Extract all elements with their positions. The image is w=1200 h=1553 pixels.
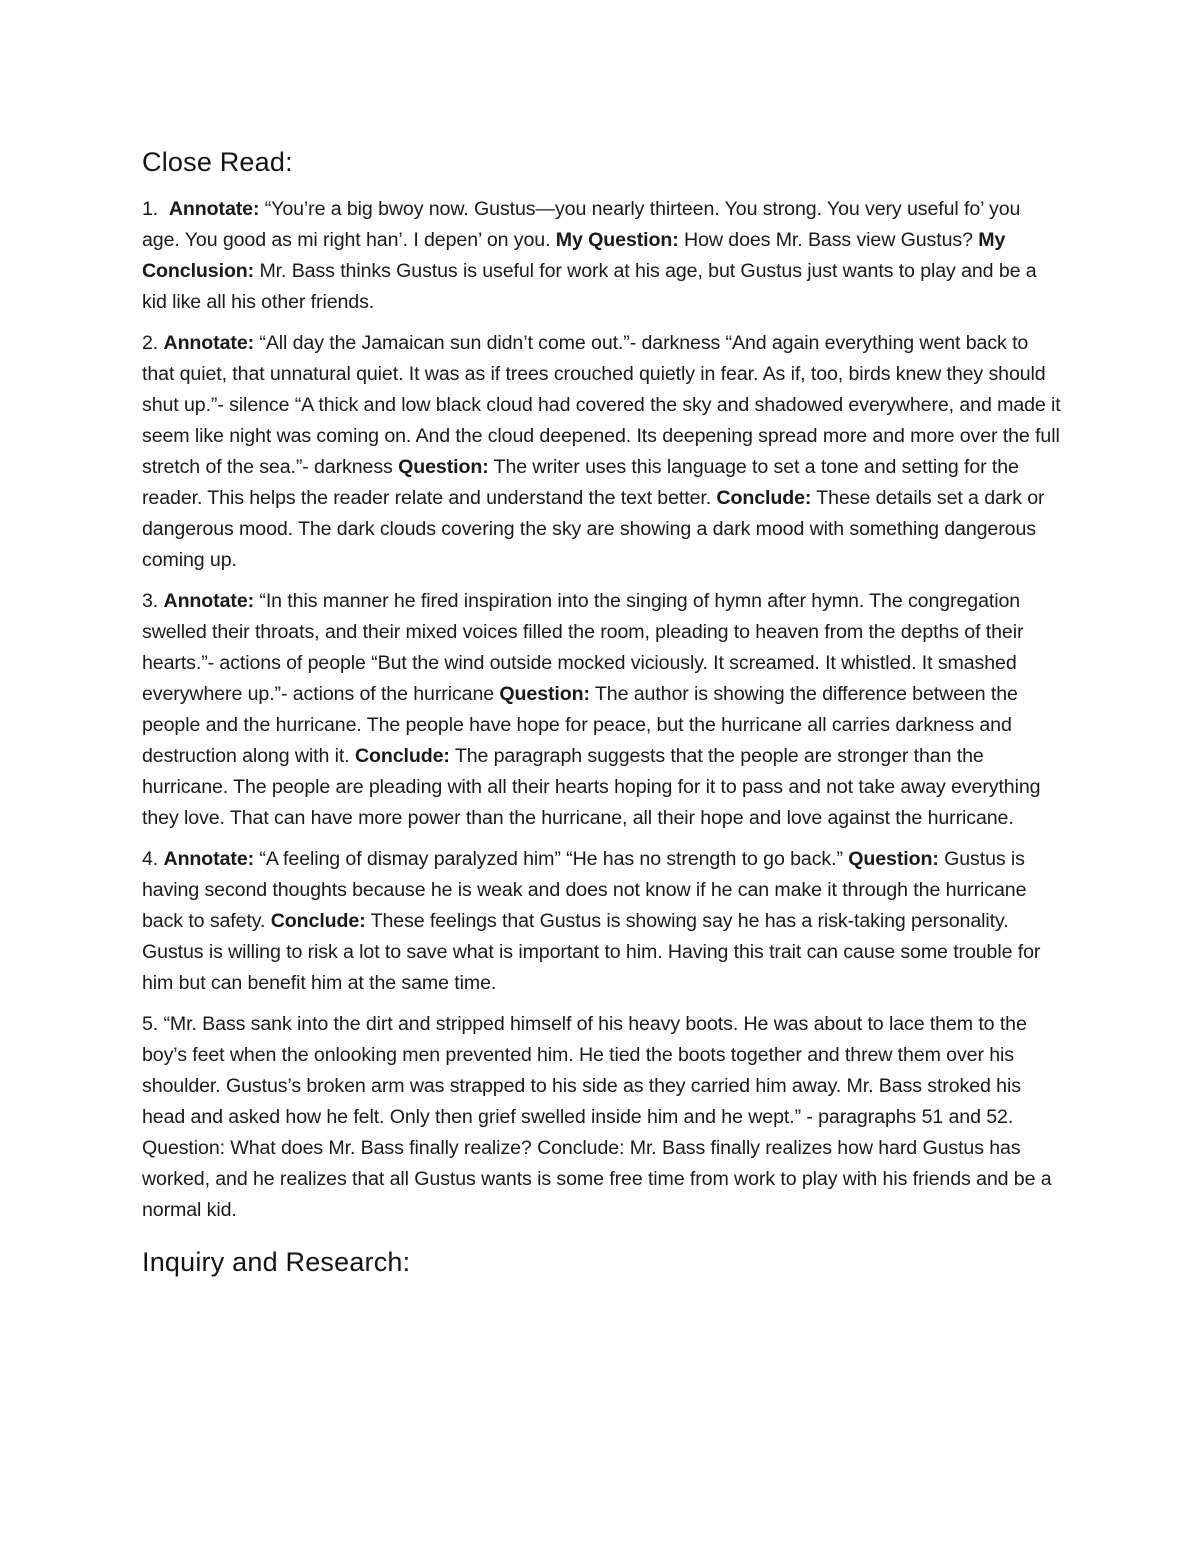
item-1-conclude-label: My Conclusion: <box>142 229 1006 282</box>
item-2-annotate-text: “All day the Jamaican sun didn’t come out.”- darkness “And again everything went back to that quiet, that unnatural quiet. It was as if trees crouched quietly in fear. As if, too, birds knew they should shut up.”- silence “A thick and low black cloud had covered the sky and shadowed everywhere, and made it seem like night was coming on. And the cloud deepened. Its deepening spread more and more over the full stretch of the sea.”- darkness <box>142 332 1061 478</box>
item-2-question-text: The writer uses this language to set a tone and setting for the reader. This helps the reader relate and understand the text better. <box>142 456 1019 509</box>
item-1 <box>142 194 1062 318</box>
item-4-annotate-text: “A feeling of dismay paralyzed him” “He has no strength to go back.” <box>254 848 849 870</box>
item-3 <box>142 586 1062 834</box>
item-4-conclude-label: Conclude: <box>270 910 366 932</box>
item-1-annotate-label: Annotate: <box>168 198 260 220</box>
item-3-conclude-text: The paragraph suggests that the people are stronger than the hurricane. The people are pleading with all their hearts hoping for it to pass and not take away everything they love. That can have more power than the hurricane, all their hope and love against the hurricane. <box>142 745 1041 829</box>
item-5-number: 5. <box>142 1013 159 1035</box>
item-1-question-text: How does Mr. Bass view Gustus? <box>678 229 979 251</box>
item-2 <box>142 328 1062 576</box>
item-5-text: “Mr. Bass sank into the dirt and stripped himself of his heavy boots. He was about to lace them to the boy’s feet when the onlooking men prevented him. He tied the boots together and threw them over his shoulder. Gustus’s broken arm was strapped to his side as they carried him away. Mr. Bass stroked his head and asked how he felt. Only then grief swelled inside him and he wept.” - paragraphs 51 and 52. Question: What does Mr. Bass finally realize? Conclude: Mr. Bass finally realizes how hard Gustus has worked, and he realizes that all Gustus wants is some free time from work to play with his friends and be a normal kid. <box>142 1013 1052 1221</box>
item-3-question-label: Question: <box>499 683 590 705</box>
close-read-heading: Close Read: <box>142 147 293 177</box>
item-4-conclude-text: These feelings that Gustus is showing say he has a risk-taking personality. Gustus is willing to risk a lot to save what is important to him. Having this trait can cause some trouble for him but can benefit him at the same time. <box>142 910 1041 994</box>
item-3-question-text: The author is showing the difference between the people and the hurricane. The people have hope for peace, but the hurricane all carries darkness and destruction along with it. <box>142 683 1018 767</box>
item-2-conclude-label: Conclude: <box>716 487 812 509</box>
item-4-question-label: Question: <box>848 848 939 870</box>
item-2-annotate-label: Annotate: <box>163 332 255 354</box>
item-4 <box>142 844 1062 999</box>
item-1-conclude-text: Mr. Bass thinks Gustus is useful for work at his age, but Gustus just wants to play and be a kid like all his other friends. <box>142 260 1037 313</box>
item-5 <box>142 1009 1062 1226</box>
item-1-annotate-text: “You’re a big bwoy now. Gustus—you nearly thirteen. You strong. You very useful fo’ you age. You good as mi right han’. I depen’ on you. <box>142 198 1021 251</box>
item-1-question-label: My Question: <box>555 229 679 251</box>
item-4-annotate-label: Annotate: <box>163 848 255 870</box>
item-3-annotate-text: “In this manner he fired inspiration into the singing of hymn after hymn. The congregation swelled their throats, and their mixed voices filled the room, pleading to heaven from the depths of their hearts.”- actions of people “But the wind outside mocked viciously. It screamed. It whistled. It smashed everywhere up.”- actions of the hurricane <box>142 590 1024 705</box>
item-1-number: 1. <box>142 198 159 220</box>
item-2-question-label: Question: <box>398 456 489 478</box>
item-2-number: 2. <box>142 332 159 354</box>
item-3-conclude-label: Conclude: <box>354 745 450 767</box>
inquiry-research-heading: Inquiry and Research: <box>142 1247 411 1277</box>
item-3-number: 3. <box>142 590 159 612</box>
document-page <box>142 140 1062 1284</box>
item-4-question-text: Gustus is having second thoughts because he is weak and does not know if he can make it through the hurricane back to safety. <box>142 848 1027 932</box>
item-3-annotate-label: Annotate: <box>163 590 255 612</box>
item-4-number: 4. <box>142 848 159 870</box>
item-2-conclude-text: These details set a dark or dangerous mood. The dark clouds covering the sky are showing a dark mood with something dangerous coming up. <box>142 487 1045 571</box>
